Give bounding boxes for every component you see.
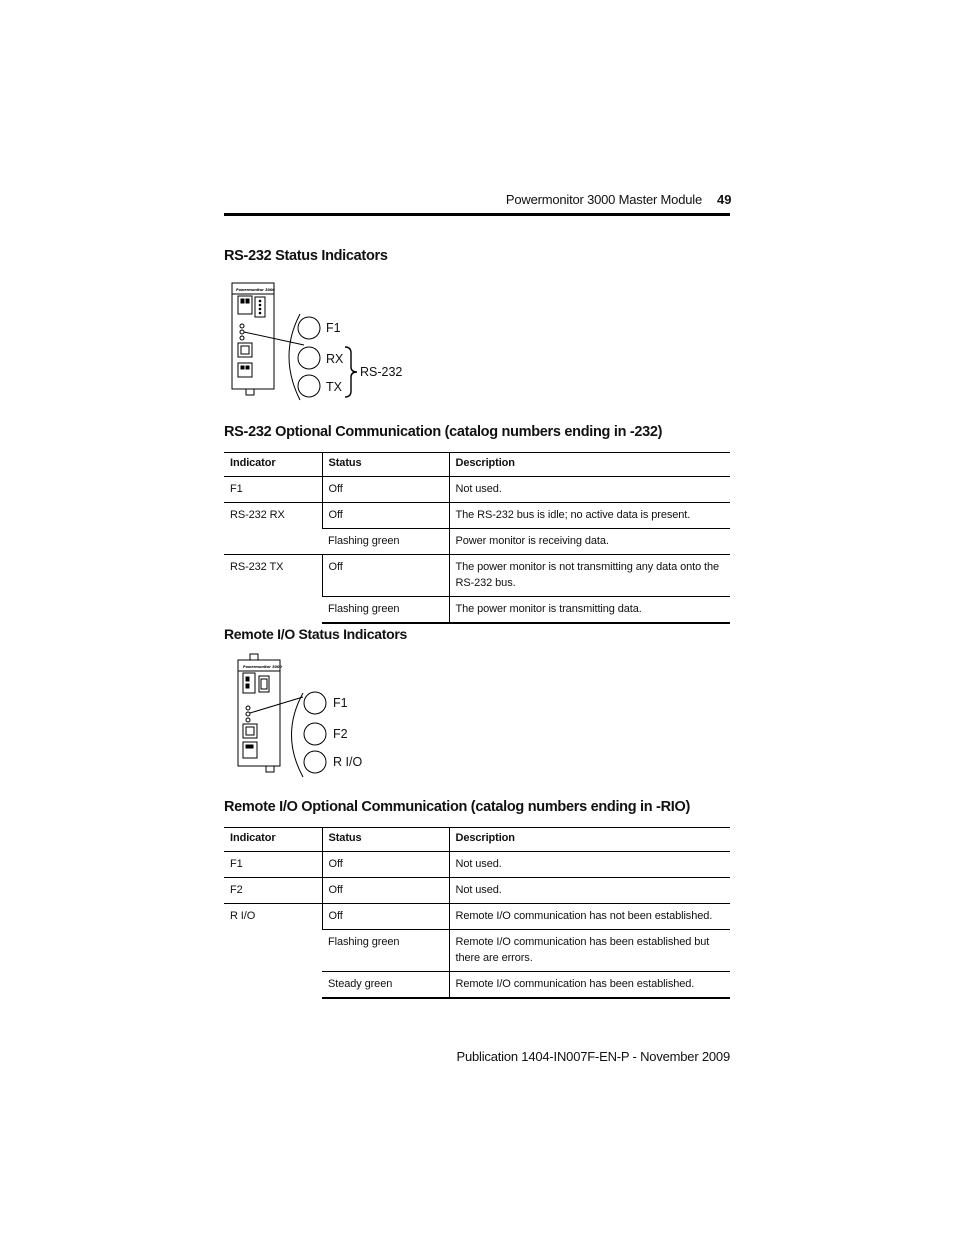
led-indicators bbox=[304, 692, 326, 773]
led-f1-icon bbox=[304, 692, 326, 714]
status-cell: Off bbox=[322, 852, 449, 878]
led-tx-icon bbox=[298, 375, 320, 397]
header-rule bbox=[224, 213, 730, 216]
indicator-cell: F2 bbox=[224, 878, 322, 904]
status-cell: Flashing green bbox=[322, 529, 449, 555]
device-illustration bbox=[238, 654, 303, 772]
rio-heading: Remote I/O Status Indicators bbox=[224, 626, 407, 642]
status-cell: Off bbox=[322, 477, 449, 503]
rs232-status-table bbox=[224, 452, 730, 624]
status-cell: Off bbox=[322, 555, 449, 597]
table-row bbox=[224, 555, 730, 597]
table-row bbox=[224, 852, 730, 878]
led-indicators bbox=[298, 317, 320, 397]
status-cell: Off bbox=[322, 503, 449, 529]
column-header: Description bbox=[449, 453, 730, 477]
column-header: Indicator bbox=[224, 828, 322, 852]
description-cell: Remote I/O communication has been established. bbox=[449, 972, 730, 999]
led-f2-icon bbox=[304, 723, 326, 745]
indicator-cell: R I/O bbox=[224, 904, 322, 999]
description-cell: Remote I/O communication has been established but there are errors. bbox=[449, 930, 730, 972]
status-cell: Off bbox=[322, 904, 449, 930]
svg-text:Powermonitor 3000: Powermonitor 3000 bbox=[236, 288, 275, 292]
status-cell: Flashing green bbox=[322, 597, 449, 624]
description-cell: The power monitor is not transmitting any data onto the RS-232 bus. bbox=[449, 555, 730, 597]
description-cell: Not used. bbox=[449, 477, 730, 503]
publication-footer: Publication 1404-IN007F-EN-P - November 2009 bbox=[456, 1049, 730, 1064]
rio-status-table bbox=[224, 827, 730, 999]
page-number: 49 bbox=[717, 192, 732, 207]
column-header: Status bbox=[322, 453, 449, 477]
table-row bbox=[224, 904, 730, 930]
column-header: Status bbox=[322, 828, 449, 852]
table-row bbox=[224, 503, 730, 529]
indicator-cell: F1 bbox=[224, 477, 322, 503]
led-label-f1: F1 bbox=[333, 696, 348, 710]
rs232-table-title: RS-232 Optional Communication (catalog numbers ending in -232) bbox=[224, 424, 663, 440]
description-cell: Not used. bbox=[449, 852, 730, 878]
rio-indicator-figure bbox=[231, 650, 381, 780]
brace-icon bbox=[345, 347, 357, 397]
indicator-cell: RS-232 TX bbox=[224, 555, 322, 624]
led-rio-icon bbox=[304, 751, 326, 773]
rs232-indicator-figure bbox=[228, 281, 418, 405]
led-rx-icon bbox=[298, 347, 320, 369]
running-header-title: Powermonitor 3000 Master Module bbox=[505, 192, 702, 207]
led-label-rx: RX bbox=[326, 352, 344, 366]
status-cell: Flashing green bbox=[322, 930, 449, 972]
rs232-heading: RS-232 Status Indicators bbox=[224, 248, 388, 264]
status-cell: Off bbox=[322, 878, 449, 904]
column-header: Description bbox=[449, 828, 730, 852]
rio-table-title: Remote I/O Optional Communication (catalog numbers ending in -RIO) bbox=[224, 799, 690, 815]
table-header-row bbox=[224, 828, 730, 852]
status-cell: Steady green bbox=[322, 972, 449, 999]
description-cell: Remote I/O communication has not been established. bbox=[449, 904, 730, 930]
indicator-cell: F1 bbox=[224, 852, 322, 878]
svg-text:Powermonitor 3000: Powermonitor 3000 bbox=[243, 665, 282, 669]
column-header: Indicator bbox=[224, 453, 322, 477]
description-cell: The RS-232 bus is idle; no active data is present. bbox=[449, 503, 730, 529]
description-cell: Not used. bbox=[449, 878, 730, 904]
led-f1-icon bbox=[298, 317, 320, 339]
table-row bbox=[224, 878, 730, 904]
group-label-rs232: RS-232 bbox=[360, 365, 403, 379]
table-row bbox=[224, 477, 730, 503]
indicator-cell: RS-232 RX bbox=[224, 503, 322, 555]
description-cell: Power monitor is receiving data. bbox=[449, 529, 730, 555]
led-label-rio: R I/O bbox=[333, 755, 363, 769]
table-header-row bbox=[224, 453, 730, 477]
device-illustration bbox=[232, 283, 304, 395]
description-cell: The power monitor is transmitting data. bbox=[449, 597, 730, 624]
led-label-f1: F1 bbox=[326, 321, 341, 335]
led-label-f2: F2 bbox=[333, 727, 348, 741]
led-label-tx: TX bbox=[326, 380, 342, 394]
